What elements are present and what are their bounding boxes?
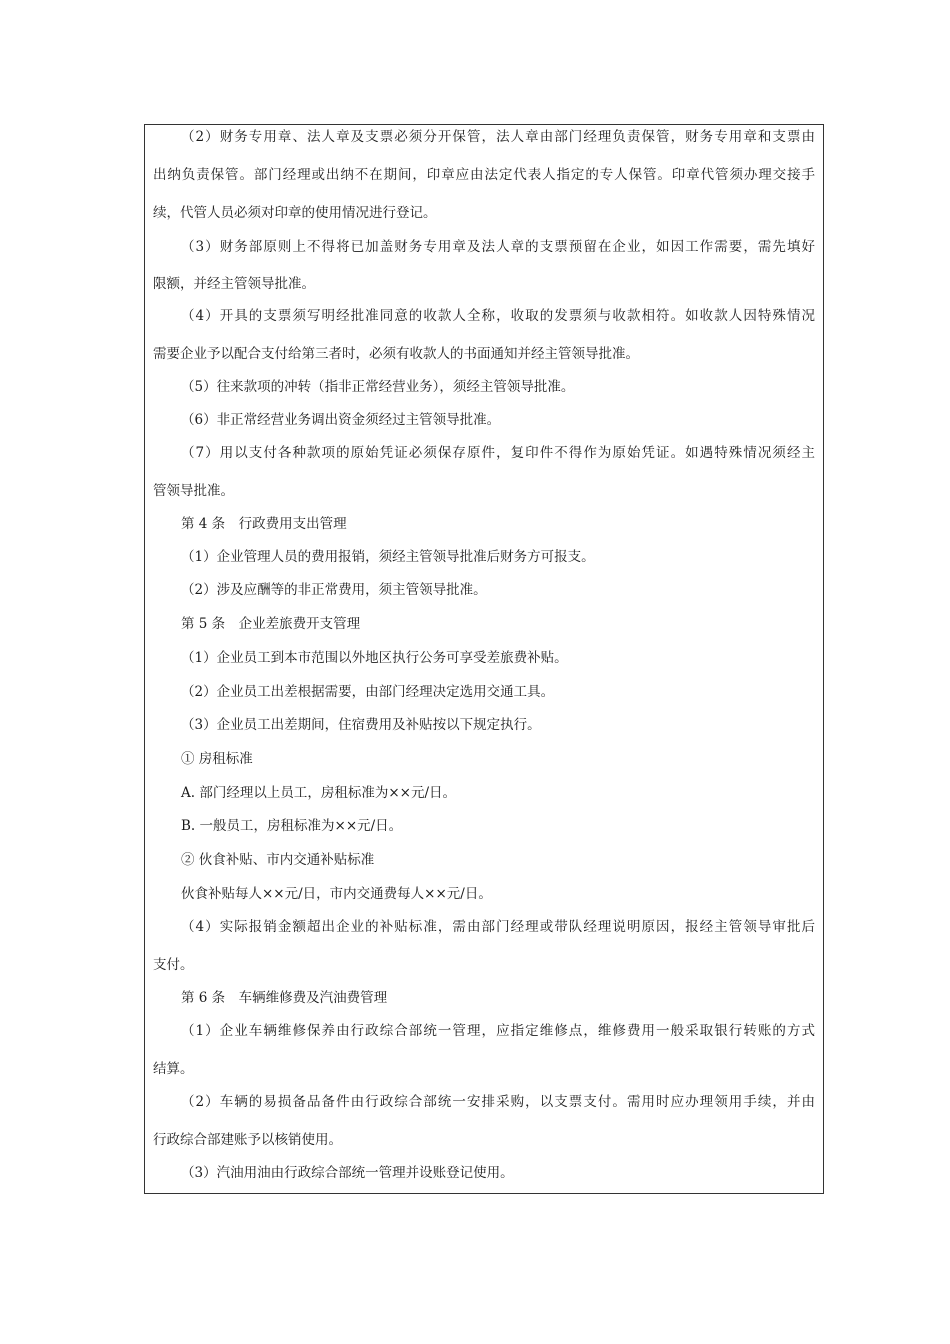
paragraph-line: 管领导批准。 xyxy=(153,483,234,499)
paragraph-line: （4）开具的支票须写明经批准同意的收款人全称，收取的发票须与收款相符。如收款人因特殊情况 xyxy=(181,308,815,324)
paragraph-line: ① 房租标准 xyxy=(181,751,253,767)
paragraph-line: A. 部门经理以上员工，房租标准为××元/日。 xyxy=(181,785,457,801)
paragraph-line: （1）企业员工到本市范围以外地区执行公务可享受差旅费补贴。 xyxy=(181,650,568,666)
paragraph-line: （2）企业员工出差根据需要，由部门经理决定选用交通工具。 xyxy=(181,684,555,700)
paragraph-line: （3）财务部原则上不得将已加盖财务专用章及法人章的支票预留在企业，如因工作需要，需先填好 xyxy=(181,239,815,255)
article-heading: 第 4 条 行政费用支出管理 xyxy=(181,516,347,532)
paragraph-line: ② 伙食补贴、市内交通补贴标准 xyxy=(181,852,375,868)
paragraph-line: 续，代管人员必须对印章的使用情况进行登记。 xyxy=(153,205,437,221)
paragraph-line: B. 一般员工，房租标准为××元/日。 xyxy=(181,818,403,834)
paragraph-line: 伙食补贴每人××元/日，市内交通费每人××元/日。 xyxy=(181,886,492,902)
paragraph-line: 需要企业予以配合支付给第三者时，必须有收款人的书面通知并经主管领导批准。 xyxy=(153,346,639,362)
paragraph-line: （2）财务专用章、法人章及支票必须分开保管，法人章由部门经理负责保管，财务专用章和支票由 xyxy=(181,129,815,145)
paragraph-line: 结算。 xyxy=(153,1061,194,1077)
paragraph-line: 出纳负责保管。部门经理或出纳不在期间，印章应由法定代表人指定的专人保管。印章代管须办理交接手 xyxy=(153,167,815,183)
paragraph-line: （2）涉及应酬等的非正常费用，须主管领导批准。 xyxy=(181,582,487,598)
paragraph-line: （5）往来款项的冲转（指非正常经营业务），须经主管领导批准。 xyxy=(181,379,575,395)
article-heading: 第 6 条 车辆维修费及汽油费管理 xyxy=(181,990,388,1006)
paragraph-line: 支付。 xyxy=(153,957,194,973)
paragraph-line: （3）企业员工出差期间，住宿费用及补贴按以下规定执行。 xyxy=(181,717,541,733)
paragraph-line: 限额，并经主管领导批准。 xyxy=(153,276,315,292)
paragraph-line: （4）实际报销金额超出企业的补贴标准，需由部门经理或带队经理说明原因，报经主管领导审批后 xyxy=(181,919,815,935)
paragraph-line: （3）汽油用油由行政综合部统一管理并设账登记使用。 xyxy=(181,1165,514,1181)
paragraph-line: （1）企业车辆维修保养由行政综合部统一管理，应指定维修点，维修费用一般采取银行转账的方式 xyxy=(181,1023,815,1039)
article-heading: 第 5 条 企业差旅费开支管理 xyxy=(181,616,361,632)
paragraph-line: 行政综合部建账予以核销使用。 xyxy=(153,1132,342,1148)
paragraph-line: （7）用以支付各种款项的原始凭证必须保存原件，复印件不得作为原始凭证。如遇特殊情况须经主 xyxy=(181,445,815,461)
paragraph-line: （2）车辆的易损备品备件由行政综合部统一安排采购，以支票支付。需用时应办理领用手续，并由 xyxy=(181,1094,815,1110)
paragraph-line: （6）非正常经营业务调出资金须经过主管领导批准。 xyxy=(181,412,501,428)
paragraph-line: （1）企业管理人员的费用报销，须经主管领导批准后财务方可报支。 xyxy=(181,549,595,565)
